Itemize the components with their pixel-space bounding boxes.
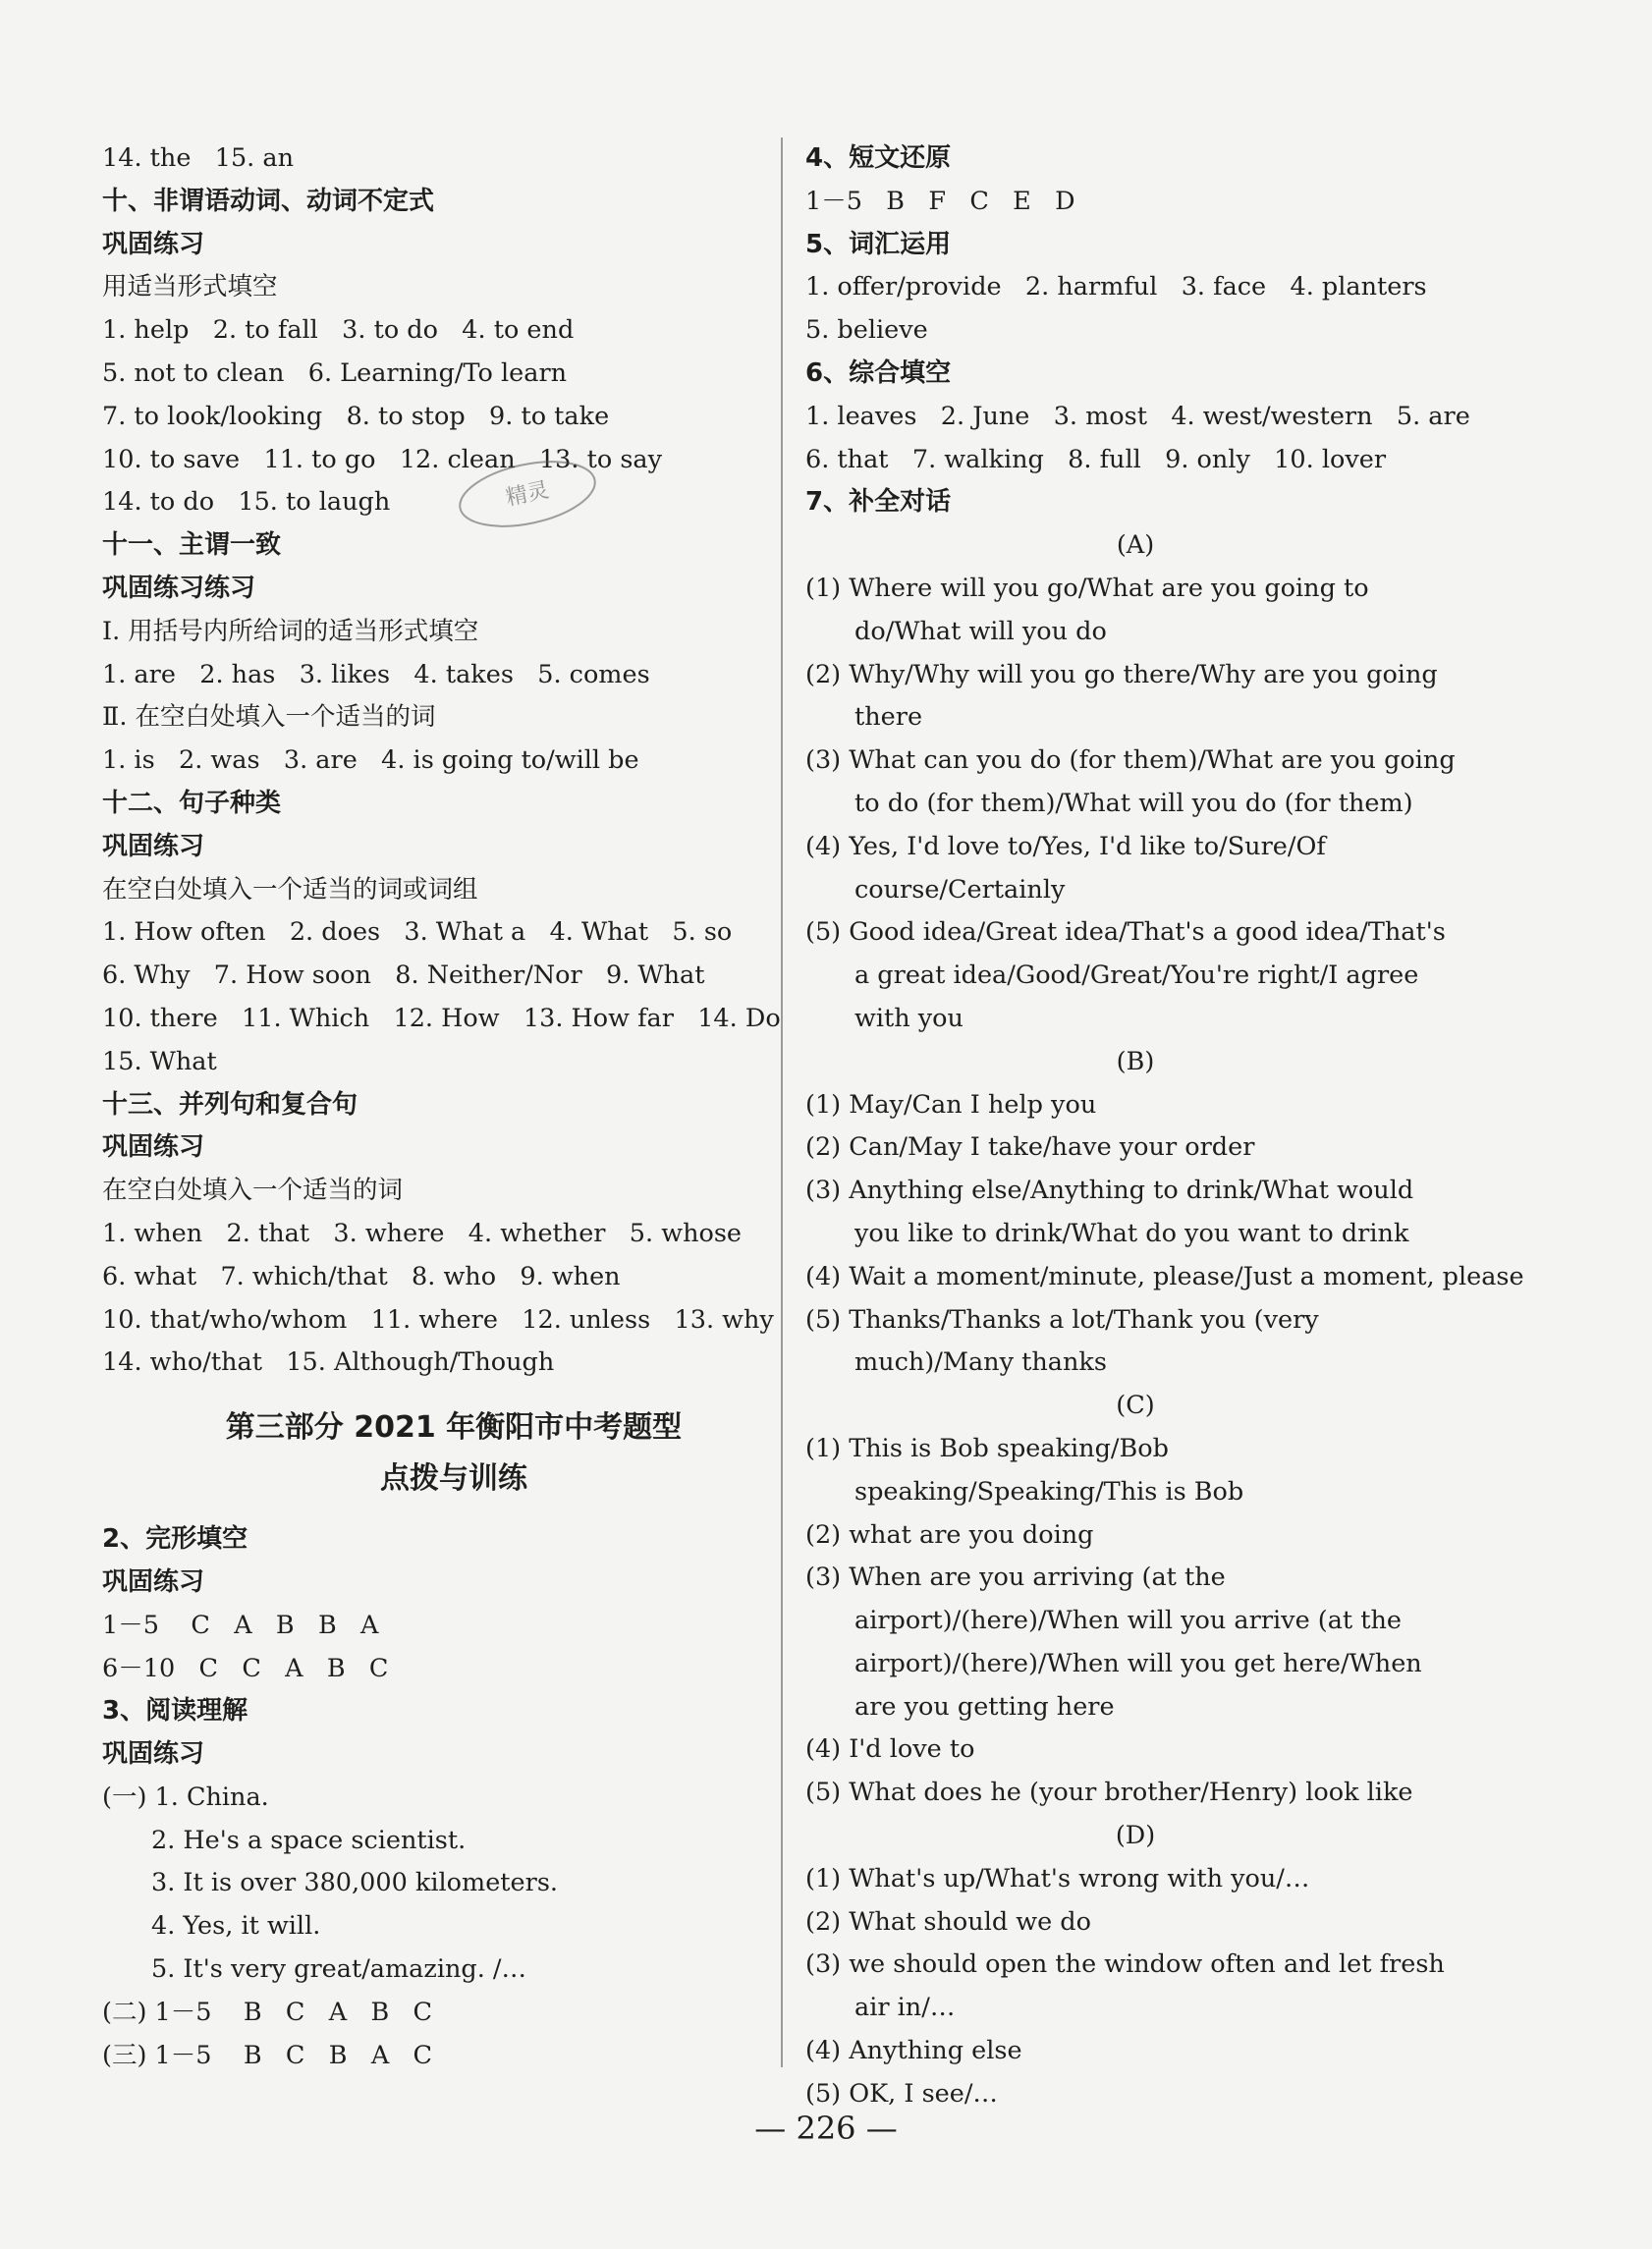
answer-line: (5) What does he (your brother/Henry) look like <box>805 1778 1413 1808</box>
answer-line: (一) 1. China. <box>102 1782 269 1812</box>
answer-line: (4) Yes, I'd love to/Yes, I'd like to/Sure/Of course/Certainly <box>805 831 1326 905</box>
answer-line: 1. help 2. to fall 3. to do 4. to end <box>102 315 575 346</box>
answer-line: 6. Why 7. How soon 8. Neither/Nor 9. What <box>102 960 705 991</box>
left-answers-top <box>102 137 781 1385</box>
answer-line: (D) <box>1115 1821 1156 1851</box>
part-three-title <box>102 1402 766 1505</box>
answer-line: 1. leaves 2. June 3. most 4. west/western 5. are <box>805 401 1470 431</box>
section-heading: 十一、主谓一致 <box>102 530 282 561</box>
answer-line: (A) <box>1116 530 1155 561</box>
section-heading: 巩固练习 <box>102 831 205 861</box>
answer-line: 6. what 7. which/that 8. who 9. when <box>102 1261 621 1291</box>
answer-line: (2) Why/Why will you go there/Why are you going there <box>805 659 1438 733</box>
answer-line: 1. are 2. has 3. likes 4. takes 5. comes <box>102 659 650 689</box>
answer-line: 1. How often 2. does 3. What a 4. What 5. so <box>102 917 733 948</box>
answer-line: (5) Thanks/Thanks a lot/Thank you (very much)/Many thanks <box>805 1304 1319 1378</box>
answer-line: (3) Anything else/Anything to drink/What would you like to drink/What do you want to drink <box>805 1176 1414 1248</box>
answer-line: (2) Can/May I take/have your order <box>805 1132 1255 1163</box>
answer-line: 5. It's very great/amazing. /… <box>151 1954 527 1985</box>
answer-line: (5) OK, I see/… <box>805 2078 998 2109</box>
answer-line: 10. there 11. Which 12. How 13. How far 14. Do <box>102 1003 781 1033</box>
answer-line: 3. It is over 380,000 kilometers. <box>151 1868 559 1898</box>
section-heading: 6、综合填空 <box>805 357 952 388</box>
answer-line: (1) May/Can I help you <box>805 1089 1097 1120</box>
answer-line: 1. when 2. that 3. where 4. whether 5. whose <box>102 1218 743 1248</box>
answer-line: (三) 1－5 B C B A C <box>102 2040 433 2070</box>
answer-line: 1－5 C A B B A <box>102 1610 379 1640</box>
answer-line: 10. that/who/whom 11. where 12. unless 13. why <box>102 1304 774 1335</box>
answer-line: (1) Where will you go/What are you going to do/What will you do <box>805 573 1369 646</box>
answer-line: 用适当形式填空 <box>102 272 278 302</box>
section-heading: 7、补全对话 <box>805 487 952 518</box>
answer-line: (4) I'd love to <box>805 1734 975 1765</box>
section-heading: 十二、句子种类 <box>102 788 282 818</box>
answer-line: 1－5 B F C E D <box>805 186 1075 216</box>
answer-line: Ⅱ. 在空白处填入一个适当的词 <box>102 702 436 733</box>
answer-line: (2) What should we do <box>805 1906 1091 1937</box>
section-heading: 巩固练习 <box>102 1739 205 1770</box>
answer-line: (3) we should open the window often and let fresh air in/… <box>805 1949 1445 2023</box>
answer-line: 5. believe <box>805 315 928 346</box>
answer-line: (3) What can you do (for them)/What are you going to do (for them)/What will you do (for them) <box>805 745 1456 818</box>
answer-line: 5. not to clean 6. Learning/To learn <box>102 357 568 388</box>
section-heading: 十三、并列句和复合句 <box>102 1089 358 1120</box>
column-divider <box>781 137 783 2067</box>
section-heading: 十、非谓语动词、动词不定式 <box>102 186 435 216</box>
right-answers <box>805 137 1524 2116</box>
answer-line: Ⅰ. 用括号内所给词的适当形式填空 <box>102 616 479 646</box>
part-title-line-2: 点拨与训练 <box>380 1461 527 1497</box>
answer-line: (2) what are you doing <box>805 1519 1094 1550</box>
answer-line: 在空白处填入一个适当的词 <box>102 1176 404 1206</box>
section-heading: 5、词汇运用 <box>805 229 952 259</box>
answer-line: (B) <box>1116 1046 1155 1076</box>
section-heading: 4、短文还原 <box>805 143 952 173</box>
answer-line: 14. to do 15. to laugh <box>102 487 391 518</box>
section-heading: 2、完形填空 <box>102 1524 248 1555</box>
answer-line: (4) Wait a moment/minute, please/Just a moment, please <box>805 1261 1524 1291</box>
answer-line: 10. to save 11. to go 12. clean 13. to say <box>102 444 663 474</box>
section-heading: 巩固练习 <box>102 229 205 259</box>
right-column <box>805 137 1524 2116</box>
answer-line: (3) When are you arriving (at the airport)/(here)/When will you arrive (at the airport)/(here)/When will you get here/When are you getting here <box>805 1563 1422 1722</box>
answer-line: 2. He's a space scientist. <box>151 1825 467 1855</box>
answer-line: (1) What's up/What's wrong with you/… <box>805 1863 1310 1893</box>
answer-line: (二) 1－5 B C A B C <box>102 1997 433 2027</box>
answer-line: 14. who/that 15. Although/Though <box>102 1347 555 1378</box>
left-column <box>102 137 781 2077</box>
section-heading: 巩固练习练习 <box>102 573 256 603</box>
answer-line: 6. that 7. walking 8. full 9. only 10. lover <box>805 444 1387 474</box>
answer-line: 1. offer/provide 2. harmful 3. face 4. planters <box>805 272 1427 302</box>
answer-line: (C) <box>1116 1391 1155 1421</box>
answer-line: 1. is 2. was 3. are 4. is going to/will be <box>102 745 639 776</box>
answer-line: 15. What <box>102 1046 217 1076</box>
section-heading: 3、阅读理解 <box>102 1696 248 1727</box>
answer-line: (4) Anything else <box>805 2036 1022 2066</box>
answer-line: 4. Yes, it will. <box>151 1911 321 1942</box>
answer-line: 14. the 15. an <box>102 143 295 173</box>
part-title-line-1: 第三部分 2021 年衡阳市中考题型 <box>225 1410 683 1446</box>
answer-line: 7. to look/looking 8. to stop 9. to take <box>102 401 610 431</box>
answer-line: 在空白处填入一个适当的词或词组 <box>102 874 478 905</box>
section-heading: 巩固练习 <box>102 1132 205 1163</box>
section-heading: 巩固练习 <box>102 1566 205 1597</box>
page-number: — 226 — <box>754 2110 898 2147</box>
left-answers-bottom <box>102 1518 766 2077</box>
answer-line: (1) This is Bob speaking/Bob speaking/Speaking/This is Bob <box>805 1433 1244 1507</box>
stamp-text: 精灵 <box>503 477 552 512</box>
answer-line: 6－10 C C A B C <box>102 1653 389 1683</box>
answer-line: (5) Good idea/Great idea/That's a good idea/That's a great idea/Good/Great/You're right/I agree with you <box>805 917 1446 1033</box>
